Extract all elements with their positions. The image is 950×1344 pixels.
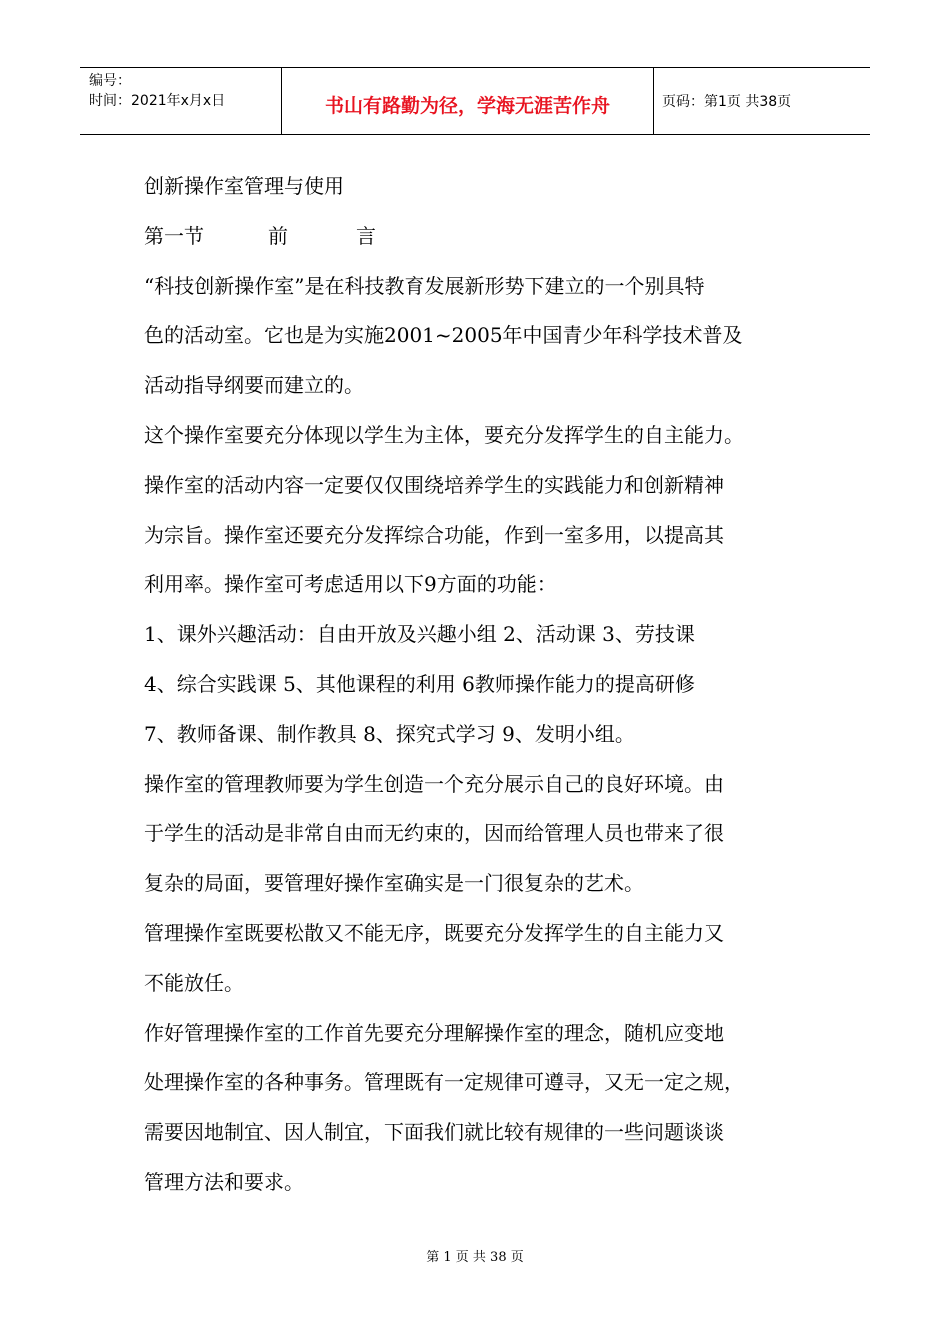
body-line: 于学生的活动是非常自由而无约束的，因而给管理人员也带来了很 bbox=[144, 821, 724, 846]
body-line: 作好管理操作室的工作首先要充分理解操作室的理念，随机应变地 bbox=[144, 1020, 724, 1045]
header-motto-cell bbox=[282, 68, 654, 134]
body-line: 活动指导纲要而建立的。 bbox=[144, 373, 364, 398]
motto-text: 书山有路勤为径，学海无涯苦作舟 bbox=[324, 94, 610, 117]
body-line: 色的活动室。它也是为实施2001~2005年中国青少年科学技术普及 bbox=[144, 323, 743, 348]
document-body bbox=[144, 162, 814, 1208]
body-line: 为宗旨。操作室还要充分发挥综合功能，作到一室多用，以提高其 bbox=[144, 522, 724, 547]
body-line: 利用率。操作室可考虑适用以下9方面的功能： bbox=[144, 572, 557, 597]
body-line: 操作室的活动内容一定要仅仅围绕培养学生的实践能力和创新精神 bbox=[144, 472, 724, 497]
body-line: 管理方法和要求。 bbox=[144, 1169, 304, 1194]
number-label: 编号： bbox=[89, 73, 131, 89]
section-heading bbox=[144, 212, 814, 262]
body-line: 处理操作室的各种事务。管理既有一定规律可遵寻，又无一定之规， bbox=[144, 1070, 744, 1095]
time-label: 时间：2021年x月x日 bbox=[89, 93, 226, 109]
page-info: 页码：第1页 共38页 bbox=[662, 94, 792, 110]
body-line: 复杂的局面，要管理好操作室确实是一门很复杂的艺术。 bbox=[144, 871, 644, 896]
page-header bbox=[80, 67, 870, 135]
section-number: 第一节 bbox=[144, 223, 204, 248]
body-line: 4、综合实践课 5、其他课程的利用 6教师操作能力的提高研修 bbox=[144, 671, 695, 696]
body-line: 管理操作室既要松散又不能无序，既要充分发挥学生的自主能力又 bbox=[144, 920, 724, 945]
document-title: 创新操作室管理与使用 bbox=[144, 174, 344, 198]
body-line: 不能放任。 bbox=[144, 970, 244, 995]
body-line: “科技创新操作室”是在科技教育发展新形势下建立的一个别具特 bbox=[144, 273, 705, 298]
section-name-part2: 言 bbox=[356, 223, 376, 248]
body-line: 这个操作室要充分体现以学生为主体，要充分发挥学生的自主能力。 bbox=[144, 422, 744, 447]
body-line: 1、课外兴趣活动：自由开放及兴趣小组 2、活动课 3、劳技课 bbox=[144, 622, 695, 647]
page-footer: 第 1 页 共 38 页 bbox=[426, 1250, 524, 1265]
body-line: 需要因地制宜、因人制宜，下面我们就比较有规律的一些问题谈谈 bbox=[144, 1120, 724, 1145]
body-line: 7、教师备课、制作教具 8、探究式学习 9、发明小组。 bbox=[144, 721, 635, 746]
header-meta-cell bbox=[80, 68, 282, 134]
body-line: 操作室的管理教师要为学生创造一个充分展示自己的良好环境。由 bbox=[144, 771, 724, 796]
section-name-part1: 前 bbox=[268, 223, 288, 248]
header-page-cell bbox=[654, 68, 870, 134]
